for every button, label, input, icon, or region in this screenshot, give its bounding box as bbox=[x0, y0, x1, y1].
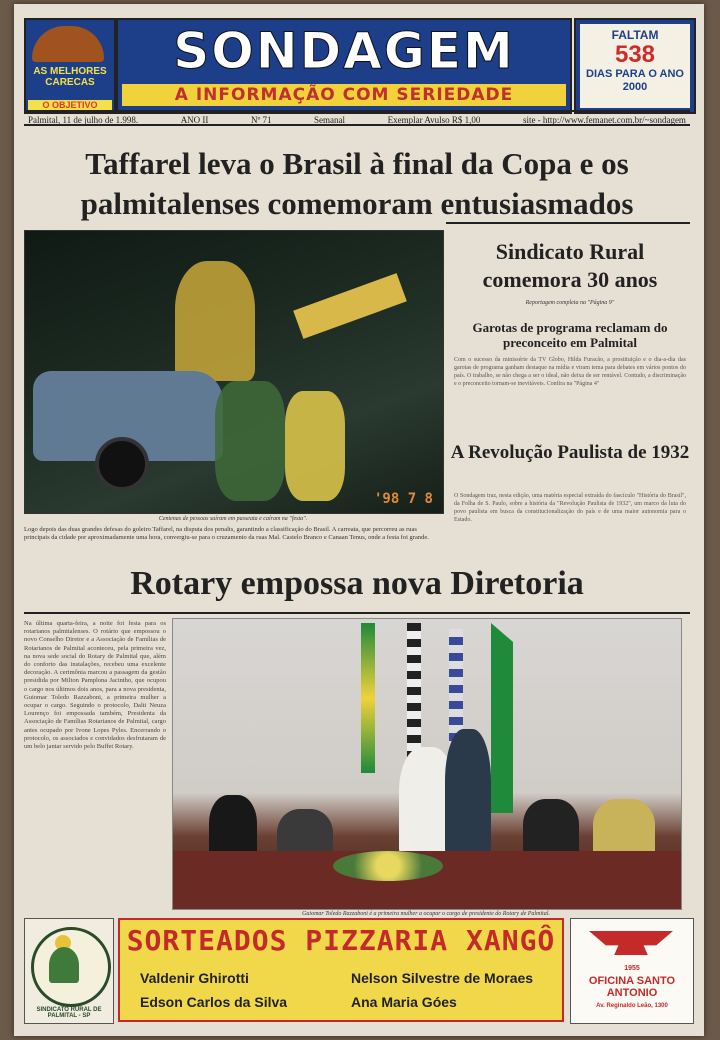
seal-text: SINDICATO RURAL DE PALMITAL - SP bbox=[36, 1007, 102, 1019]
tagline: A INFORMAÇÃO COM SERIEDADE bbox=[122, 84, 566, 106]
logo-line1: AS MELHORES CARECAS bbox=[33, 66, 107, 88]
photo2-caption: Guiomar Toledo Razzaboni é a primeira mulher a ocupar o cargo de presidente do Rotary de Palmital. bbox=[302, 911, 550, 917]
sponsor-logo bbox=[24, 18, 116, 114]
countdown-bottom-label: DIAS PARA O ANO 2000 bbox=[586, 68, 684, 93]
masthead bbox=[24, 12, 694, 108]
winner-name: Ana Maria Góes bbox=[351, 994, 457, 1010]
countdown-top-label: FALTAM bbox=[611, 28, 659, 42]
story-garotas-body: Com o sucesso da minissérie da TV Globo, Hilda Furacão, a prostituição e o dia-a-dia das garotas de programa ganham destaque na mídia e viram tema para debates em vários pontos do país. O trabalho, se não chega a ser o ideal, não deixa de ser rentável. Contudo, a discriminação e o preconceito tornam-se inevitáveis. Confira na "Página 4" bbox=[454, 357, 686, 387]
flag-sao-paulo bbox=[407, 623, 421, 763]
rotary-article-body: Na última quarta-feira, a noite foi festa para os rotarianos palmitalenses. O rotário que empossou o novo Conselho Diretor e a Associação de Famílias de Rotarianos de Palmital aconteceu, pela primeira vez, na nova sede social do Rotary de Palmital que, além do conforto das instalações, recebeu uma excelente decoração. A cerimônia marcou a passagem da gestão presidida por Milton Pamplona Jacintho, que ocupou o cargo nos últimos dois anos, para a nova presidenta, Guiomar Toledo Razzaboni, a primeira mulher a ocupar o cargo. Seguindo o protocolo, Dalti Neuza Lourenço foi empossada também, Presidenta da Associação de Famílias Rotarianos de Palmital, cargo antes ocupado por Ivone Lopes Pyles. Encerrando o protocolo, os associados e convidados desfrutaram de um belo jantar servido pelo Buffet Rotary. bbox=[24, 620, 166, 751]
shop-address: Av. Reginaldo Leão, 1300 bbox=[596, 1003, 668, 1009]
flag-brazil bbox=[361, 623, 375, 773]
palm-tree-icon bbox=[49, 947, 79, 983]
photo1-body: Logo depois das duas grandes defesas do goleiro Taffarel, na disputa dos penalts, garantindo a classificação do Brasil. A carreata, que percorreu as ruas principais da cidade por aproximadamente uma hora, convergiu-se para o cruzamento da ruas Mal. Castelo Branco e Canaan Tenus, onde a festa foi grande. bbox=[24, 526, 429, 541]
flag-banner bbox=[293, 273, 407, 339]
rotary-ceremony-photo bbox=[172, 618, 682, 910]
story-sindicato-title: Sindicato Rural comemora 30 anos bbox=[482, 239, 658, 292]
divider bbox=[24, 612, 690, 614]
main-headline: Taffarel leva o Brasil à final da Copa e os palmitalenses comemoram entusiasmados bbox=[80, 146, 634, 221]
anvil-icon bbox=[589, 931, 673, 955]
info-bar bbox=[24, 110, 690, 126]
divider bbox=[446, 222, 690, 224]
photo-date-stamp: '98 7 8 bbox=[373, 491, 433, 507]
shop-name: OFICINA SANTO ANTONIO bbox=[588, 975, 676, 999]
flag-palmital bbox=[491, 623, 513, 813]
celebration-photo bbox=[24, 230, 444, 514]
countdown-box bbox=[574, 18, 696, 114]
issue-frequency: Semanal bbox=[314, 115, 346, 125]
issue-year: ANO II bbox=[180, 115, 209, 125]
newspaper-title: SONDAGEM bbox=[173, 22, 515, 80]
sindicato-seal bbox=[24, 918, 114, 1024]
logo-line2: O OBJETIVO bbox=[28, 100, 112, 110]
story-garotas-title: Garotas de programa reclamam do preconceito em Palmital bbox=[472, 320, 668, 350]
flower-arrangement bbox=[333, 851, 443, 881]
winner-name: Valdenir Ghirotti bbox=[140, 970, 249, 986]
winner-name: Edson Carlos da Silva bbox=[140, 994, 288, 1010]
photo1-caption: Centenas de pessoas saíram em passeata e caíram na "festa". bbox=[158, 516, 308, 522]
pizzaria-ad bbox=[118, 918, 564, 1022]
story-sindicato-ref: Reportagem completa na "Página 9" bbox=[525, 300, 615, 306]
ad-title: SORTEADOS PIZZARIA XANGÔ bbox=[126, 924, 556, 957]
newspaper-page bbox=[14, 4, 704, 1036]
site-link[interactable]: site - http://www.femanet.com.br/~sondagem bbox=[522, 115, 686, 125]
winner-name: Nelson Silvestre de Moraes bbox=[351, 970, 534, 986]
title-banner bbox=[116, 18, 572, 114]
shop-year: 1955 bbox=[624, 965, 640, 972]
winners-list bbox=[140, 970, 552, 1010]
second-headline: Rotary empossa nova Diretoria bbox=[130, 565, 584, 602]
countdown-number: 538 bbox=[614, 41, 656, 68]
issue-number: Nº 71 bbox=[250, 115, 272, 125]
issue-date: Palmital, 11 de julho de 1.998. bbox=[28, 115, 139, 125]
story-revolucao-body: O Sondagem traz, nesta edição, uma matéria especial extraída do fascículo "História do Brasil", da Folha de S. Paulo, sobre a história da "Revolução Paulista de 1932", um marco da luta do povo paulista em busca da constitucionalização do país e de uma maior autonomia para o Estado. bbox=[454, 493, 686, 523]
story-revolucao-title: A Revolução Paulista de 1932 bbox=[450, 442, 690, 463]
oficina-ad bbox=[570, 918, 694, 1024]
colosseum-icon bbox=[32, 26, 104, 62]
issue-price: Exemplar Avulso R$ 1,00 bbox=[387, 115, 481, 125]
